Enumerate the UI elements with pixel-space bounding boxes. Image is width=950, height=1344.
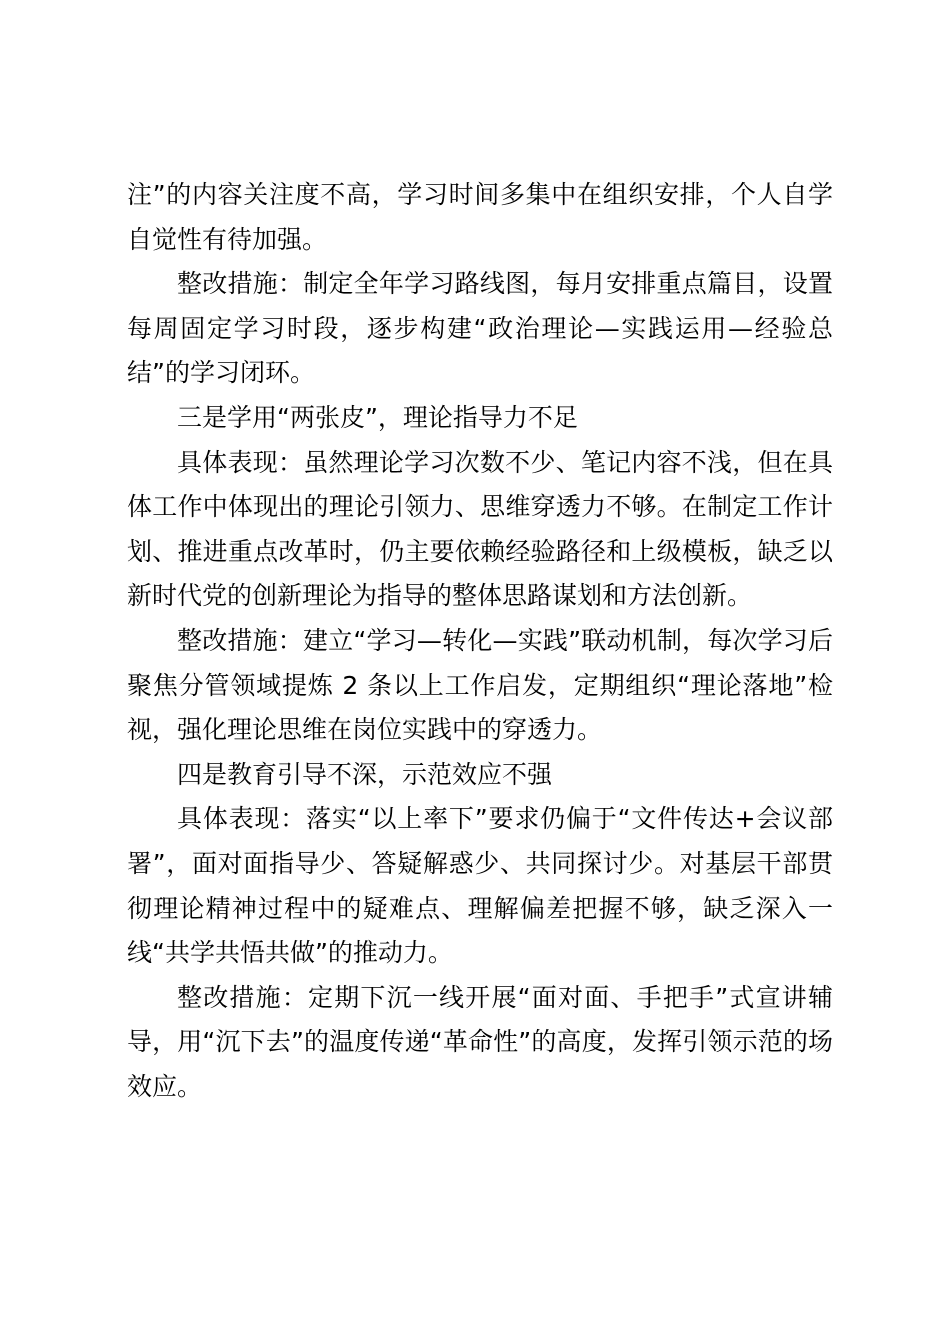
paragraph-manifestation-3: 具体表现：虽然理论学习次数不少、笔记内容不浅，但在具体工作中体现出的理论引领力、思维穿透力不够。在制定工作计划、推进重点改革时，仍主要依赖经验路径和上级模板，缺乏以新时代党的创新理论为指导的整体思路谋划和方法创新。 [127,447,833,611]
paragraph-rectification-3: 整改措施：建立“学习—转化—实践”联动机制，每次学习后聚焦分管领域提炼 2 条以上工作启发，定期组织“理论落地”检视，强化理论思维在岗位实践中的穿透力。 [127,625,833,745]
paragraph-manifestation-4: 具体表现：落实“以上率下”要求仍偏于“文件传达+会议部署”，面对面指导少、答疑解惑少、共同探讨少。对基层干部贯彻理论精神过程中的疑难点、理解偏差把握不够，缺乏深入一线“共学共悟共做”的推动力。 [127,804,833,968]
paragraph-rectification-1: 整改措施：制定全年学习路线图，每月安排重点篇目，设置每周固定学习时段，逐步构建“政治理论—实践运用—经验总结”的学习闭环。 [127,269,833,388]
section-heading-3: 三是学用“两张皮”，理论指导力不足 [177,402,578,432]
section-heading-4: 四是教育引导不深，示范效应不强 [177,759,553,789]
paragraph-continuation: 注”的内容关注度不高，学习时间多集中在组织安排，个人自学自觉性有待加强。 [127,180,833,254]
paragraph-rectification-4: 整改措施：定期下沉一线开展“面对面、手把手”式宣讲辅导，用“沉下去”的温度传递“革命性”的高度，发挥引领示范的场效应。 [127,982,833,1101]
document-body [127,173,833,1109]
